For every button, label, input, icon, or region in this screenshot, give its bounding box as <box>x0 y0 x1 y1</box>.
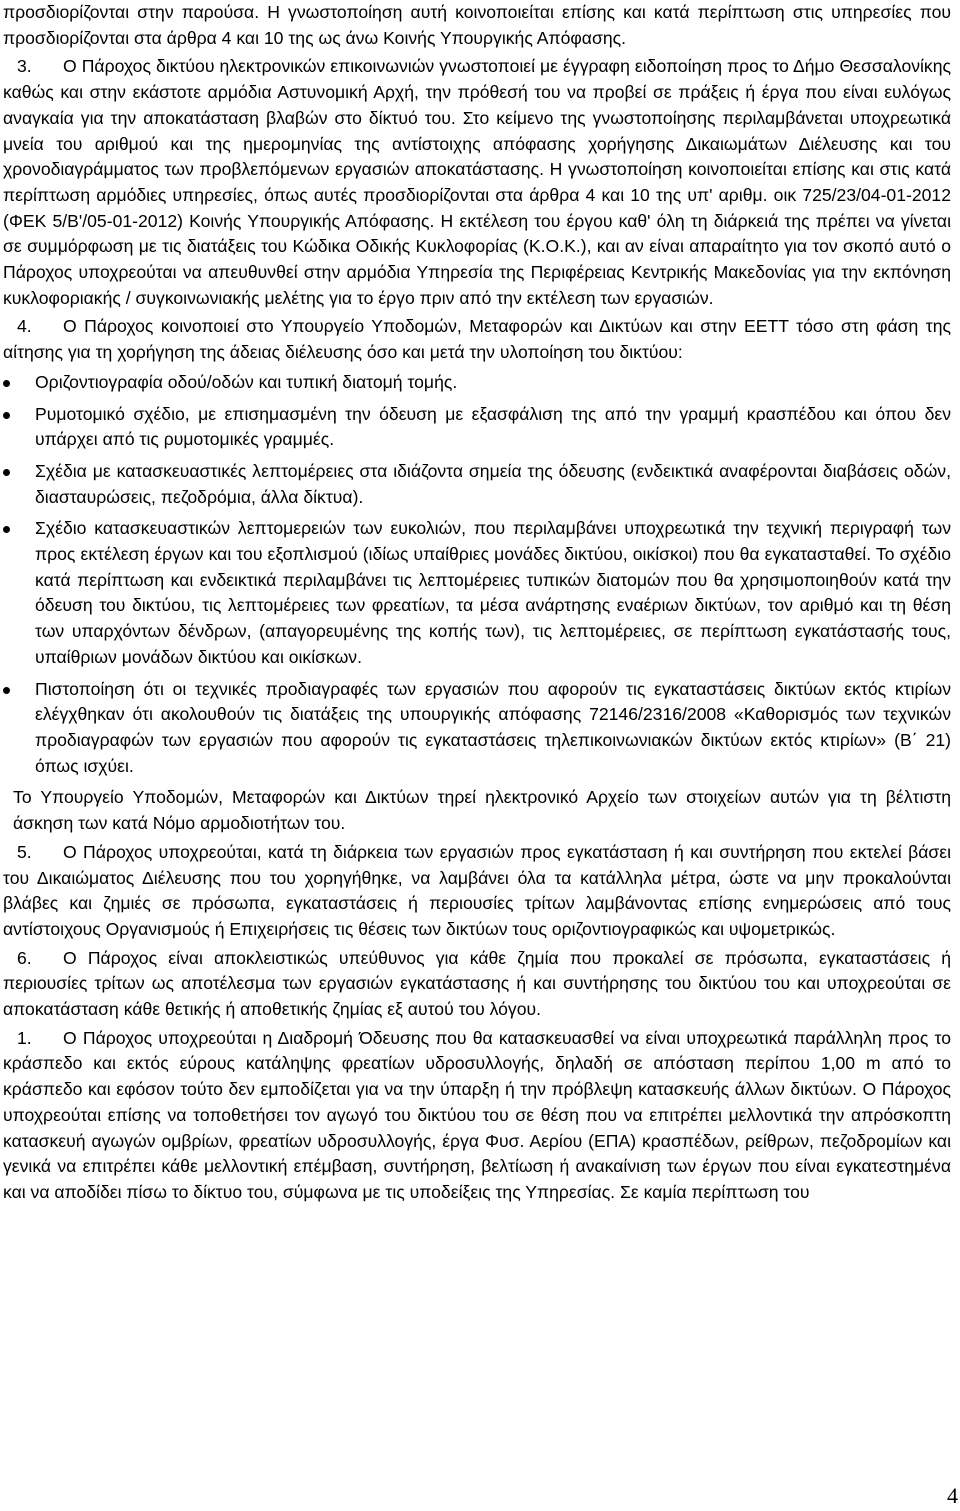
item-3-number: 3. <box>17 56 32 77</box>
page-number: 4 <box>947 1483 958 1508</box>
item-1-paragraph <box>3 1026 951 1206</box>
item-5-number: 5. <box>17 841 32 862</box>
item-3-paragraph <box>3 54 951 311</box>
bullet-text: Σχέδιο κατασκευαστικών λεπτομερειών των ευκολιών, που περιλαμβάνει υποχρεωτικά την τεχνική περιγραφή των προς εκτέλεση έργων και του εξοπλισμού (ιδίως υπαίθριες μονάδες δικτύου, οικίσκοι) που θα εγκατασταθεί. Το σχέδιο κατά περίπτωση και ενδεικτικά περιλαμβάνει τις λεπτομέρειες τυπικών διατομών που θα χρησιμοποιηθούν κατά την όδευση του δικτύου, τις λεπτομέρειες των φρεατίων, τα μέσα ανάρτησης εναέριων δικτύων, τον αριθμό και τη θέση των υπαρχόντων δένδρων, (απαγορευμένης της κοπής των), τις λεπτομέρειες, σε περίπτωση εγκατάστασής τους, υπαίθριων μονάδων δικτύου και οικίσκων. <box>35 518 951 667</box>
bullet-icon <box>3 687 10 694</box>
bullet-icon <box>3 380 10 387</box>
item-6-text: Ο Πάροχος είναι αποκλειστικώς υπεύθυνος για κάθε ζημία που προκαλεί σε πρόσωπα, εγκαταστάσεις ή περιουσίες τρίτων ως αποτέλεσμα των εργασιών εγκατάστασης ή και συντήρησης του δικτύου του και υποχρεούται σε αποκατάσταση κάθε θετικής ή αποθετικής ζημίας εξ αυτού του λόγου. <box>3 947 951 1020</box>
bullet-text: Οριζοντιογραφία οδού/οδών και τυπική διατομή τομής. <box>35 371 458 392</box>
bullet-icon <box>3 469 10 476</box>
item-1-text: Ο Πάροχος υποχρεούται η Διαδρομή Όδευσης που θα κατασκευασθεί να είναι υποχρεωτικά παράλληλη προς το κράσπεδο και εκτός εύρους κατάληψης φρεατίων υδροσυλλογής, δηλαδή σε απόσταση περίπου 1,00 m από το κράσπεδο και εφόσον τούτο δεν εμποδίζεται για να την ύπαρξη ή την πρόβλεψη κατασκευής άλλων δικτύων. Ο Πάροχος υποχρεούται επίσης να τοποθετήσει τον αγωγό του δικτύου του σε θέση που να επιτρέπει μελλοντικά την απρόσκοπτη κατασκευή αγωγών ομβρίων, φρεατίων υδροσυλλογής, έργα Φυσ. Αερίου (ΕΠΑ) κρασπέδων, ρείθρων, πεζοδρομίων και γενικά να επιτρέπει κάθε μελλοντική επέμβαση, συντήρηση, βελτίωση ή ανακαίνιση των έργων που είναι εγκατεστημένα και να αποδίδει πίσω το δίκτυο του, σύμφωνα με τις υποδείξεις της Υπηρεσίας. Σε καμία περίπτωση του <box>3 1027 951 1202</box>
item-4-text: Ο Πάροχος κοινοποιεί στο Υπουργείο Υποδομών, Μεταφορών και Δικτύων και στην ΕΕΤΤ τόσο στη φάση της αίτησης για τη χορήγηση της άδειας διέλευσης όσο και μετά την υλοποίηση του δικτύου: <box>3 316 951 363</box>
item-4-number: 4. <box>17 316 32 337</box>
item-6-paragraph <box>3 946 951 1023</box>
list-item <box>3 677 951 780</box>
document-page <box>3 0 951 1206</box>
item-4-paragraph <box>3 314 951 365</box>
item-5-text: Ο Πάροχος υποχρεούται, κατά τη διάρκεια των εργασιών προς εγκατάσταση ή και συντήρηση που εκτελεί βάσει του Δικαιώματος Διέλευσης που του χορηγήθηκε, να λαμβάνει όλα τα κατάλληλα μέτρα, ώστε να μην προκαλούνται βλάβες και ζημιές σε πρόσωπα, εγκαταστάσεις ή περιουσίες τρίτων λαμβάνοντας επίσης ενημερώσεις από τους αντίστοιχους Οργανισμούς ή Επιχειρήσεις τις θέσεις των δικτύων τους οριζοντιογραφικώς και υψομετρικώς. <box>3 841 951 939</box>
item-3-text: Ο Πάροχος δικτύου ηλεκτρονικών επικοινωνιών γνωστοποιεί με έγγραφη ειδοποίηση προς το Δήμο Θεσσαλονίκης καθώς και στην εκάστοτε αρμόδια Αστυνομική Αρχή, την πρόθεσή του να προβεί σε πράξεις ή έργα που είναι ευλόγως αναγκαία για την αποκατάσταση βλαβών στο δίκτυό του. Στο κείμενο της γνωστοποίησης περιλαμβάνεται υποχρεωτικά μνεία του αριθμού και της ημερομηνίας της αντίστοιχης απόφασης χορήγησης Δικαιωμάτων Διέλευσης και του χρονοδιαγράμματος των προβλεπόμενων εργασιών αποκατάστασης. Η γνωστοποίηση κοινοποιείται επίσης και στις κατά περίπτωση αρμόδιες υπηρεσίες, όπως αυτές προσδιορίζονται στα άρθρα 4 και 10 της υπ' αριθμ. οικ 725/23/04-01-2012 (ΦΕΚ 5/Β'/05-01-2012) Κοινής Υπουργικής Απόφασης. Η εκτέλεση του έργου καθ' όλη τη διάρκειά της πρέπει να γίνεται σε συμμόρφωση με τις διατάξεις του Κώδικα Οδικής Κυκλοφορίας (Κ.Ο.Κ.), και αν είναι απαραίτητο για τον σκοπό αυτό ο Πάροχος υποχρεούται να απευθυνθεί στην αρμόδια Υπηρεσία της Περιφέρειας Κεντρικής Μακεδονίας για την εκπόνηση κυκλοφοριακής / συγκοινωνιακής μελέτης για το έργο πριν από την εκτέλεση των εργασιών. <box>3 56 951 308</box>
list-item <box>3 370 951 396</box>
list-item <box>3 402 951 453</box>
item-6-number: 6. <box>17 947 32 968</box>
ministry-paragraph: Το Υπουργείο Υποδομών, Μεταφορών και Δικτύων τηρεί ηλεκτρονικό Αρχείο των στοιχείων αυτών για τη βέλτιστη άσκηση των κατά Νόμο αρμοδιοτήτων του. <box>13 787 951 834</box>
bullet-icon <box>3 526 10 533</box>
intro-paragraph: προσδιορίζονται στην παρούσα. Η γνωστοποίηση αυτή κοινοποιείται επίσης και κατά περίπτωση στις υπηρεσίες που προσδιορίζονται στα άρθρα 4 και 10 της ως άνω Κοινής Υπουργικής Απόφασης. <box>3 2 951 48</box>
item-5-paragraph <box>3 840 951 943</box>
bullet-text: Σχέδια με κατασκευαστικές λεπτομέρειες στα ιδιάζοντα σημεία της όδευσης (ενδεικτικά αναφέρονται διαβάσεις οδών, διασταυρώσεις, πεζοδρόμια, άλλα δίκτυα). <box>35 460 951 507</box>
bullet-icon <box>3 412 10 419</box>
bullet-text: Πιστοποίηση ότι οι τεχνικές προδιαγραφές των εργασιών που αφορούν τις εγκαταστάσεις δικτύων εκτός κτιρίων ελέγχθηκαν ότι ακολουθούν τις διατάξεις της υπουργικής απόφασης 72146/2316/2008 «Καθορισμός των τεχνικών προδιαγραφών των εργασιών που αφορούν τις εγκαταστάσεις τηλεπικοινωνιακών δικτύων εκτός κτιρίων» (Β΄ 21) όπως ισχύει. <box>35 678 951 776</box>
bullet-list <box>3 370 951 780</box>
item-1-number: 1. <box>17 1027 32 1048</box>
list-item <box>3 459 951 510</box>
bullet-text: Ρυμοτομικό σχέδιο, με επισημασμένη την όδευση με εξασφάλιση της από την γραμμή κρασπέδου και όπου δεν υπάρχει από τις ρυμοτομικές γραμμές. <box>35 403 951 450</box>
list-item <box>3 516 951 670</box>
